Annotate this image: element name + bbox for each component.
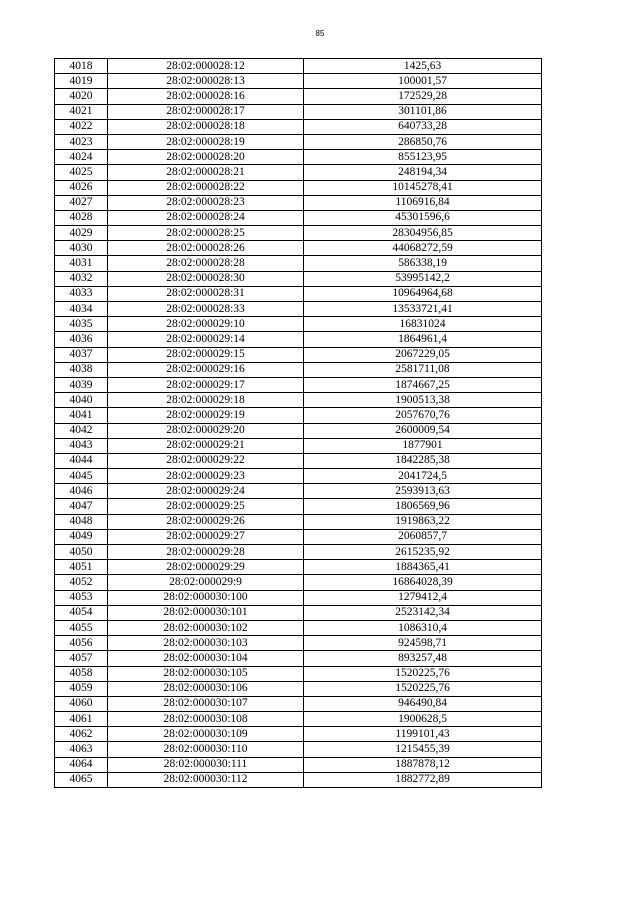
row-number-cell: 4054 <box>55 605 108 620</box>
table-row <box>55 347 542 362</box>
value-cell: 286850,76 <box>304 134 542 149</box>
row-number-cell: 4031 <box>55 256 108 271</box>
value-cell: 1215455,39 <box>304 742 542 757</box>
cadastral-number-cell: 28:02:000030:102 <box>108 620 304 635</box>
row-number-cell: 4065 <box>55 772 108 787</box>
row-number-cell: 4019 <box>55 74 108 89</box>
table-row <box>55 757 542 772</box>
value-cell: 1874667,25 <box>304 377 542 392</box>
value-cell: 1842285,38 <box>304 453 542 468</box>
cadastral-number-cell: 28:02:000028:12 <box>108 59 304 74</box>
row-number-cell: 4035 <box>55 317 108 332</box>
value-cell: 1520225,76 <box>304 666 542 681</box>
table-row <box>55 377 542 392</box>
table-row <box>55 408 542 423</box>
table-row <box>55 469 542 484</box>
row-number-cell: 4042 <box>55 423 108 438</box>
row-number-cell: 4047 <box>55 499 108 514</box>
value-cell: 1882772,89 <box>304 772 542 787</box>
row-number-cell: 4027 <box>55 195 108 210</box>
table-row <box>55 286 542 301</box>
value-cell: 2523142,34 <box>304 605 542 620</box>
value-cell: 1106916,84 <box>304 195 542 210</box>
value-cell: 1086310,4 <box>304 620 542 635</box>
cadastral-number-cell: 28:02:000028:33 <box>108 302 304 317</box>
table-row <box>55 134 542 149</box>
value-cell: 1900513,38 <box>304 393 542 408</box>
cadastral-number-cell: 28:02:000028:21 <box>108 165 304 180</box>
value-cell: 2060857,7 <box>304 529 542 544</box>
table-row <box>55 119 542 134</box>
cadastral-number-cell: 28:02:000030:110 <box>108 742 304 757</box>
cadastral-number-cell: 28:02:000029:15 <box>108 347 304 362</box>
table-row <box>55 666 542 681</box>
table-row <box>55 499 542 514</box>
value-cell: 855123,95 <box>304 150 542 165</box>
table-row <box>55 150 542 165</box>
cadastral-number-cell: 28:02:000029:22 <box>108 453 304 468</box>
row-number-cell: 4059 <box>55 681 108 696</box>
value-cell: 2600009,54 <box>304 423 542 438</box>
row-number-cell: 4063 <box>55 742 108 757</box>
table-row <box>55 438 542 453</box>
cadastral-number-cell: 28:02:000028:20 <box>108 150 304 165</box>
table-row <box>55 165 542 180</box>
table-row <box>55 696 542 711</box>
cadastral-number-cell: 28:02:000029:20 <box>108 423 304 438</box>
value-cell: 1199101,43 <box>304 727 542 742</box>
value-cell: 640733,28 <box>304 119 542 134</box>
cadastral-number-cell: 28:02:000028:30 <box>108 271 304 286</box>
cadastral-number-cell: 28:02:000028:16 <box>108 89 304 104</box>
value-cell: 946490,84 <box>304 696 542 711</box>
table-row <box>55 393 542 408</box>
value-cell: 28304956,85 <box>304 226 542 241</box>
table-row <box>55 636 542 651</box>
row-number-cell: 4023 <box>55 134 108 149</box>
row-number-cell: 4033 <box>55 286 108 301</box>
table-row <box>55 545 542 560</box>
table-row <box>55 712 542 727</box>
cadastral-number-cell: 28:02:000028:24 <box>108 210 304 225</box>
value-cell: 893257,48 <box>304 651 542 666</box>
cadastral-number-cell: 28:02:000029:24 <box>108 484 304 499</box>
table-body <box>55 59 542 788</box>
value-cell: 100001,57 <box>304 74 542 89</box>
cadastral-number-cell: 28:02:000030:103 <box>108 636 304 651</box>
value-cell: 301101,86 <box>304 104 542 119</box>
cadastral-number-cell: 28:02:000028:17 <box>108 104 304 119</box>
cadastral-number-cell: 28:02:000028:28 <box>108 256 304 271</box>
row-number-cell: 4064 <box>55 757 108 772</box>
table-row <box>55 590 542 605</box>
cadastral-number-cell: 28:02:000030:108 <box>108 712 304 727</box>
value-cell: 172529,28 <box>304 89 542 104</box>
table-row <box>55 423 542 438</box>
value-cell: 1900628,5 <box>304 712 542 727</box>
row-number-cell: 4028 <box>55 210 108 225</box>
value-cell: 16864028,39 <box>304 575 542 590</box>
table-row <box>55 681 542 696</box>
cadastral-number-cell: 28:02:000029:28 <box>108 545 304 560</box>
cadastral-number-cell: 28:02:000029:19 <box>108 408 304 423</box>
table-row <box>55 484 542 499</box>
value-cell: 13533721,41 <box>304 302 542 317</box>
value-cell: 2615235,92 <box>304 545 542 560</box>
cadastral-number-cell: 28:02:000030:100 <box>108 590 304 605</box>
cadastral-number-cell: 28:02:000029:10 <box>108 317 304 332</box>
cadastral-number-cell: 28:02:000029:18 <box>108 393 304 408</box>
row-number-cell: 4040 <box>55 393 108 408</box>
row-number-cell: 4039 <box>55 377 108 392</box>
value-cell: 1877901 <box>304 438 542 453</box>
value-cell: 1887878,12 <box>304 757 542 772</box>
row-number-cell: 4043 <box>55 438 108 453</box>
cadastral-number-cell: 28:02:000029:23 <box>108 469 304 484</box>
row-number-cell: 4048 <box>55 514 108 529</box>
table-row <box>55 453 542 468</box>
row-number-cell: 4046 <box>55 484 108 499</box>
cadastral-number-cell: 28:02:000028:26 <box>108 241 304 256</box>
row-number-cell: 4029 <box>55 226 108 241</box>
row-number-cell: 4021 <box>55 104 108 119</box>
row-number-cell: 4050 <box>55 545 108 560</box>
cadastral-number-cell: 28:02:000029:26 <box>108 514 304 529</box>
table-row <box>55 74 542 89</box>
value-cell: 10964964,68 <box>304 286 542 301</box>
row-number-cell: 4026 <box>55 180 108 195</box>
cadastral-number-cell: 28:02:000030:104 <box>108 651 304 666</box>
value-cell: 248194,34 <box>304 165 542 180</box>
cadastral-number-cell: 28:02:000030:109 <box>108 727 304 742</box>
table-row <box>55 59 542 74</box>
table-row <box>55 727 542 742</box>
cadastral-number-cell: 28:02:000028:23 <box>108 195 304 210</box>
table-row <box>55 651 542 666</box>
table-row <box>55 89 542 104</box>
row-number-cell: 4057 <box>55 651 108 666</box>
table-row <box>55 575 542 590</box>
value-cell: 586338,19 <box>304 256 542 271</box>
cadastral-number-cell: 28:02:000030:105 <box>108 666 304 681</box>
cadastral-number-cell: 28:02:000030:107 <box>108 696 304 711</box>
value-cell: 45301596,6 <box>304 210 542 225</box>
row-number-cell: 4058 <box>55 666 108 681</box>
row-number-cell: 4025 <box>55 165 108 180</box>
data-table <box>54 58 542 788</box>
row-number-cell: 4051 <box>55 560 108 575</box>
table-row <box>55 256 542 271</box>
row-number-cell: 4036 <box>55 332 108 347</box>
value-cell: 924598,71 <box>304 636 542 651</box>
cadastral-number-cell: 28:02:000028:19 <box>108 134 304 149</box>
row-number-cell: 4018 <box>55 59 108 74</box>
value-cell: 1884365,41 <box>304 560 542 575</box>
row-number-cell: 4056 <box>55 636 108 651</box>
cadastral-number-cell: 28:02:000029:25 <box>108 499 304 514</box>
cadastral-number-cell: 28:02:000029:16 <box>108 362 304 377</box>
row-number-cell: 4024 <box>55 150 108 165</box>
cadastral-number-cell: 28:02:000030:106 <box>108 681 304 696</box>
table-row <box>55 362 542 377</box>
table-row <box>55 605 542 620</box>
row-number-cell: 4022 <box>55 119 108 134</box>
table-row <box>55 560 542 575</box>
value-cell: 2057670,76 <box>304 408 542 423</box>
value-cell: 53995142,2 <box>304 271 542 286</box>
value-cell: 2067229,05 <box>304 347 542 362</box>
row-number-cell: 4062 <box>55 727 108 742</box>
cadastral-number-cell: 28:02:000029:21 <box>108 438 304 453</box>
cadastral-number-cell: 28:02:000030:101 <box>108 605 304 620</box>
row-number-cell: 4034 <box>55 302 108 317</box>
row-number-cell: 4030 <box>55 241 108 256</box>
value-cell: 44068272,59 <box>304 241 542 256</box>
value-cell: 2581711,08 <box>304 362 542 377</box>
table-row <box>55 317 542 332</box>
value-cell: 1864961,4 <box>304 332 542 347</box>
cadastral-number-cell: 28:02:000028:13 <box>108 74 304 89</box>
page-number: 85 <box>315 29 325 38</box>
cadastral-number-cell: 28:02:000029:17 <box>108 377 304 392</box>
value-cell: 1425,63 <box>304 59 542 74</box>
row-number-cell: 4055 <box>55 620 108 635</box>
cadastral-number-cell: 28:02:000029:14 <box>108 332 304 347</box>
table-row <box>55 529 542 544</box>
table-row <box>55 104 542 119</box>
cadastral-number-cell: 28:02:000028:22 <box>108 180 304 195</box>
value-cell: 1806569,96 <box>304 499 542 514</box>
value-cell: 2593913,63 <box>304 484 542 499</box>
table-row <box>55 180 542 195</box>
row-number-cell: 4061 <box>55 712 108 727</box>
table-row <box>55 772 542 787</box>
cadastral-number-cell: 28:02:000028:25 <box>108 226 304 241</box>
row-number-cell: 4032 <box>55 271 108 286</box>
table-row <box>55 241 542 256</box>
value-cell: 10145278,41 <box>304 180 542 195</box>
row-number-cell: 4038 <box>55 362 108 377</box>
value-cell: 16831024 <box>304 317 542 332</box>
row-number-cell: 4044 <box>55 453 108 468</box>
table-row <box>55 271 542 286</box>
row-number-cell: 4052 <box>55 575 108 590</box>
table-row <box>55 226 542 241</box>
cadastral-number-cell: 28:02:000029:27 <box>108 529 304 544</box>
cadastral-number-cell: 28:02:000028:18 <box>108 119 304 134</box>
row-number-cell: 4060 <box>55 696 108 711</box>
value-cell: 2041724,5 <box>304 469 542 484</box>
cadastral-number-cell: 28:02:000029:9 <box>108 575 304 590</box>
table-row <box>55 514 542 529</box>
cadastral-number-cell: 28:02:000028:31 <box>108 286 304 301</box>
value-cell: 1919863,22 <box>304 514 542 529</box>
table-row <box>55 742 542 757</box>
value-cell: 1279412,4 <box>304 590 542 605</box>
row-number-cell: 4045 <box>55 469 108 484</box>
table-row <box>55 332 542 347</box>
table-row <box>55 620 542 635</box>
row-number-cell: 4049 <box>55 529 108 544</box>
cadastral-number-cell: 28:02:000030:111 <box>108 757 304 772</box>
row-number-cell: 4041 <box>55 408 108 423</box>
cadastral-number-cell: 28:02:000029:29 <box>108 560 304 575</box>
row-number-cell: 4037 <box>55 347 108 362</box>
table-row <box>55 210 542 225</box>
table-row <box>55 195 542 210</box>
row-number-cell: 4020 <box>55 89 108 104</box>
cadastral-number-cell: 28:02:000030:112 <box>108 772 304 787</box>
value-cell: 1520225,76 <box>304 681 542 696</box>
row-number-cell: 4053 <box>55 590 108 605</box>
table-row <box>55 302 542 317</box>
